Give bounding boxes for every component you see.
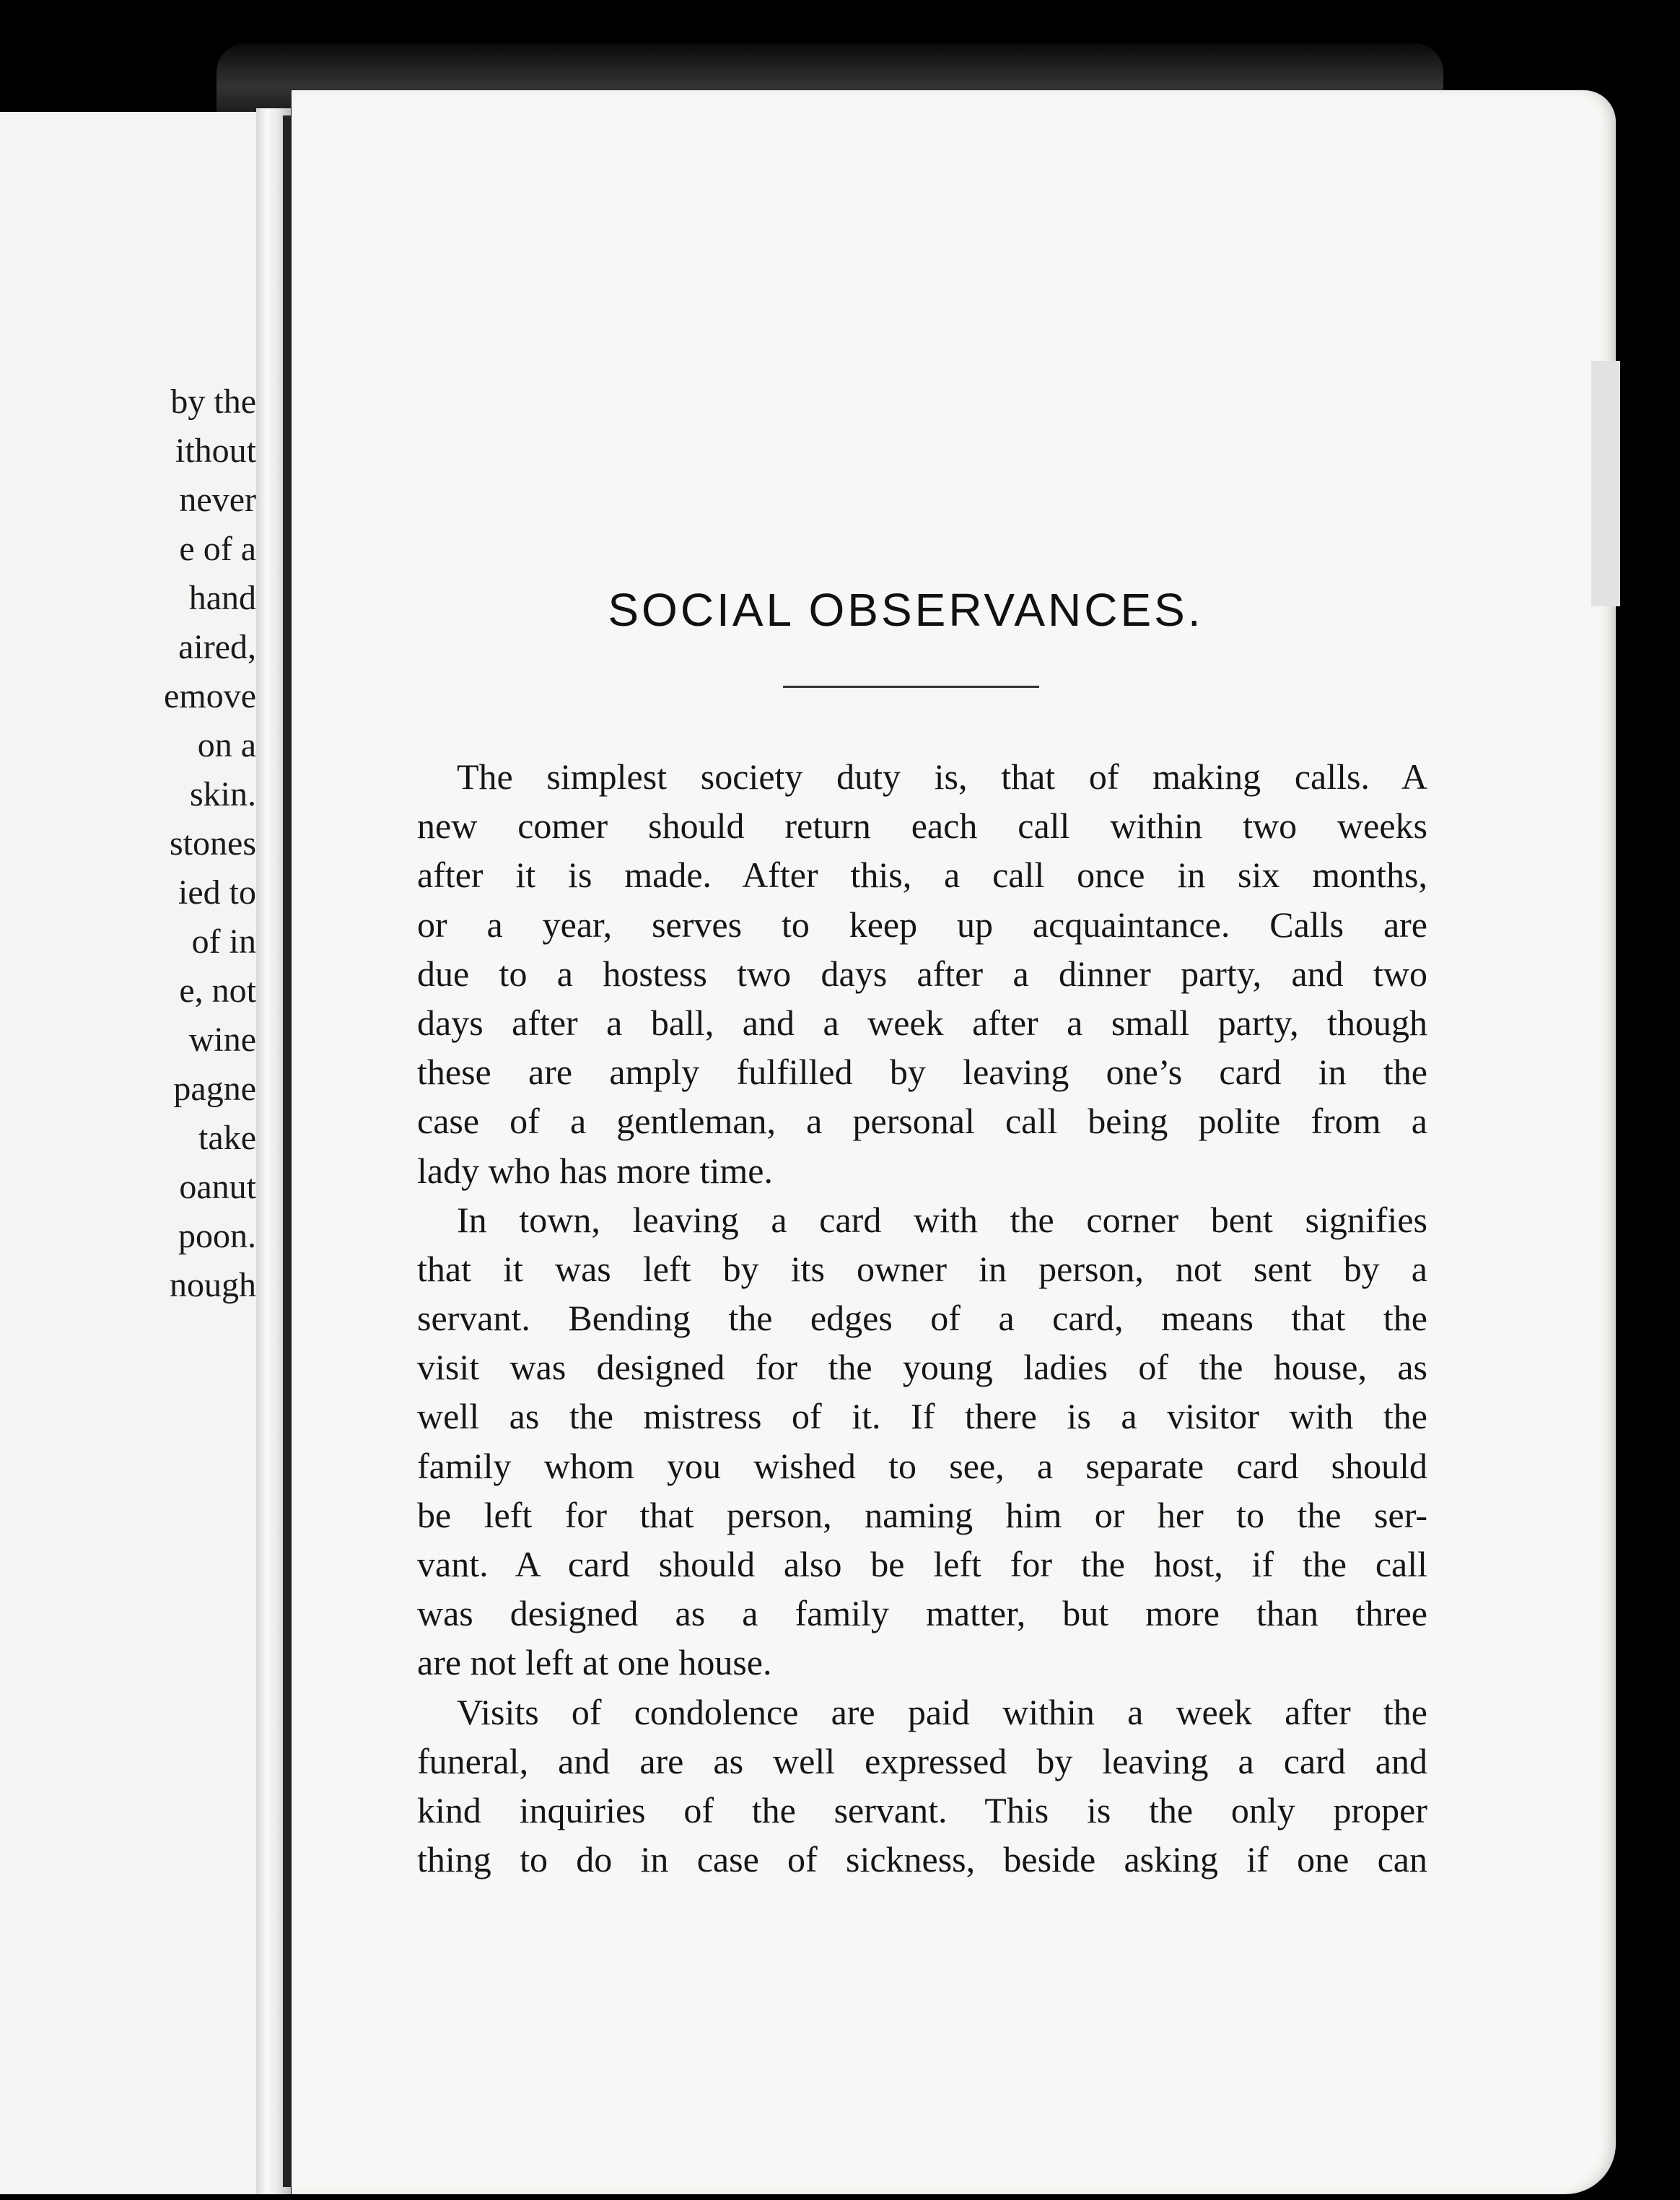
facing-line: pagne — [173, 1070, 256, 1108]
text-line: after it is made. After this, a call once in six months, — [417, 855, 1427, 896]
text-line: that it was left by its owner in person, not sent by a — [417, 1248, 1427, 1289]
text-line: thing to do in case of sickness, beside asking if one can — [417, 1839, 1427, 1880]
text-line: The simplest society duty is, that of making calls. A — [457, 756, 1427, 797]
text-line: be left for that person, naming him or her to the ser- — [417, 1494, 1427, 1535]
text-line: well as the mistress of it. If there is a visitor with the — [417, 1396, 1427, 1437]
facing-page — [0, 112, 256, 2194]
text-line: funeral, and are as well expressed by leaving a card and — [417, 1740, 1427, 1781]
body-text — [417, 752, 1427, 1884]
facing-line: nough — [170, 1266, 256, 1304]
facing-line: e, not — [179, 972, 256, 1010]
text-line: lady who has more time. — [417, 1150, 773, 1191]
facing-line: poon. — [178, 1217, 256, 1255]
paragraph-cards — [417, 1195, 1427, 1688]
text-line: kind inquiries of the servant. This is the only proper — [417, 1789, 1427, 1830]
facing-line: wine — [188, 1021, 256, 1059]
gutter-shadow — [283, 115, 292, 2187]
facing-line: ithout — [175, 432, 256, 470]
facing-line: by the — [170, 383, 256, 421]
facing-page-text — [0, 377, 256, 1310]
facing-line: ied to — [178, 873, 256, 912]
paragraph-condolence — [417, 1688, 1427, 1885]
facing-line: take — [198, 1119, 256, 1157]
title-rule — [783, 686, 1039, 688]
page-title: SOCIAL OBSERVANCES. — [608, 584, 1204, 636]
text-line: case of a gentleman, a personal call being polite from a — [417, 1101, 1427, 1142]
text-line: In town, leaving a card with the corner bent signifies — [457, 1199, 1427, 1240]
page-edge — [1591, 361, 1620, 606]
facing-line: hand — [188, 579, 256, 617]
text-line: new comer should return each call within two weeks — [417, 806, 1427, 847]
facing-line: never — [179, 481, 256, 519]
facing-line: of in — [191, 922, 256, 961]
facing-line: e of a — [179, 530, 256, 568]
text-line: due to a hostess two days after a dinner party, and two — [417, 953, 1427, 994]
text-line: was designed as a family matter, but more than three — [417, 1593, 1427, 1634]
text-line: servant. Bending the edges of a card, means that the — [417, 1298, 1427, 1339]
text-line: these are amply fulfilled by leaving one’s card in the — [417, 1052, 1427, 1093]
facing-line: on a — [197, 726, 256, 764]
text-line: days after a ball, and a week after a small party, though — [417, 1002, 1427, 1043]
text-line: or a year, serves to keep up acquaintance. Calls are — [417, 904, 1427, 945]
text-line: are not left at one house. — [417, 1642, 772, 1683]
text-line: visit was designed for the young ladies of the house, as — [417, 1347, 1427, 1388]
text-line: Visits of condolence are paid within a week after the — [457, 1691, 1427, 1732]
paragraph-calls — [417, 752, 1427, 1195]
facing-line: aired, — [178, 628, 256, 666]
facing-line: emove — [164, 677, 256, 715]
text-line: family whom you wished to see, a separate card should — [417, 1445, 1427, 1486]
text-line: vant. A card should also be left for the host, if the call — [417, 1544, 1427, 1584]
facing-line: skin. — [189, 775, 256, 813]
facing-line: oanut — [179, 1168, 256, 1206]
facing-line: stones — [170, 824, 256, 863]
